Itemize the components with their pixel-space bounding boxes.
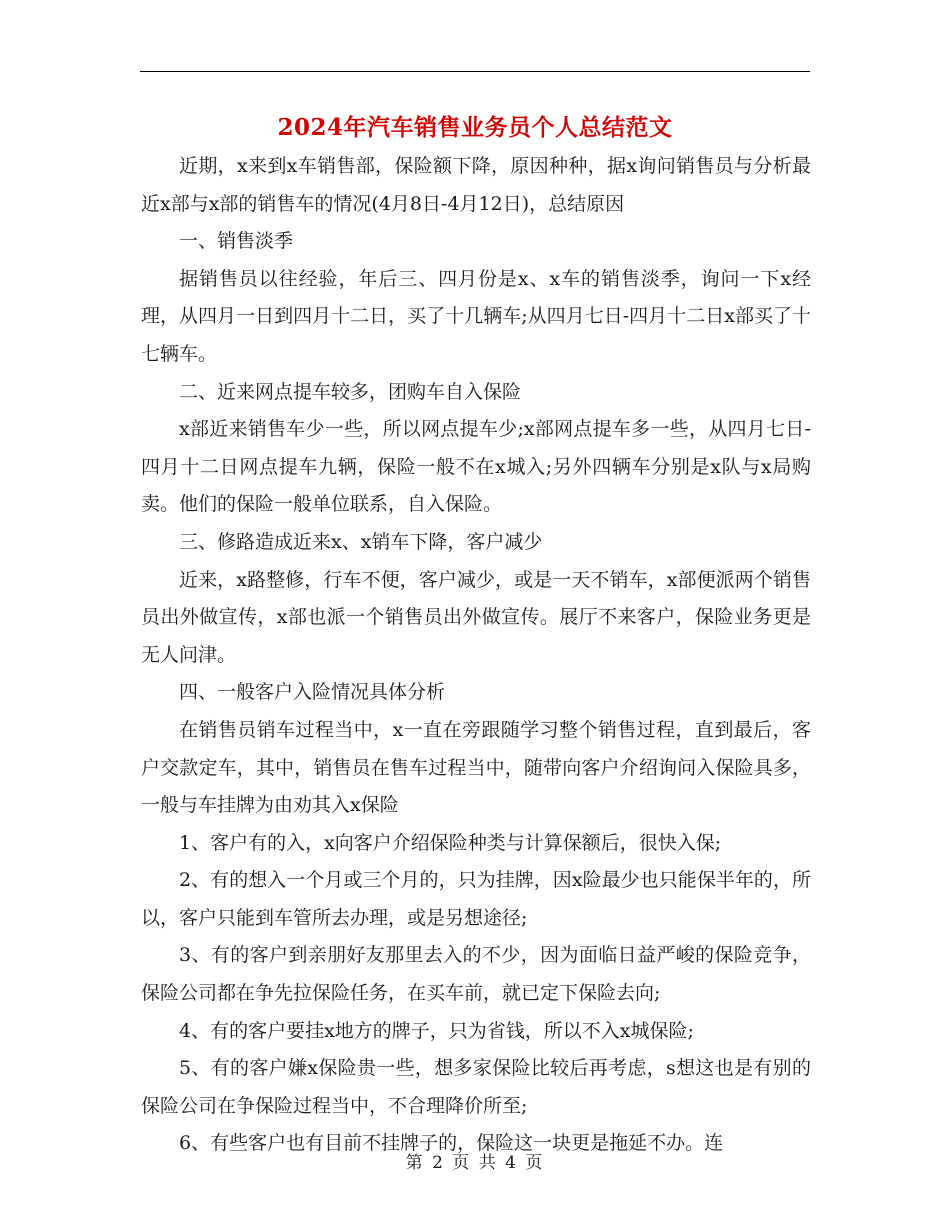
document-body [141,148,811,1163]
list-item-5: 5、有的客户嫌x保险贵一些，想多家保险比较后再考虑，s想这也是有别的保险公司在争保险过程当中，不合理降价所至; [141,1057,811,1117]
paragraph: 据销售员以往经验，年后三、四月份是x、x车的销售淡季，询问一下x经理，从四月一日到四月十二日，买了十几辆车;从四月七日-四月十二日x部买了十七辆车。 [141,267,811,365]
section-heading-1: 一、销售淡季 [179,230,294,253]
list-item-4: 4、有的客户要挂x地方的牌子，只为省钱，所以不入x城保险; [179,1019,694,1042]
paragraph: x部近来销售车少一些，所以网点提车少;x部网点提车多一些，从四月七日-四月十二日网点提车九辆，保险一般不在x城入;另外四辆车分别是x队与x局购卖。他们的保险一般单位联系，自入保险。 [141,418,811,516]
list-item-1: 1、客户有的入，x向客户介绍保险种类与计算保额后，很快入保; [179,831,722,854]
section-heading-4: 四、一般客户入险情况具体分析 [179,681,446,704]
section-heading-3: 三、修路造成近来x、x销车下降，客户减少 [179,530,543,553]
list-item-3: 3、有的客户到亲朋好友那里去入的不少，因为面临日益严峻的保险竞争，保险公司都在争先拉保险任务，在买车前，就已定下保险去向; [141,944,811,1005]
list-item-2: 2、有的想入一个月或三个月的，只为挂牌，因x险最少也只能保半年的，所以，客户只能到车管所去办理，或是另想途径; [141,869,811,929]
page-number-footer: 第 2 页 共 4 页 [405,1153,545,1173]
paragraph-intro: 近期，x来到x车销售部，保险额下降，原因种种，据x询问销售员与分析最近x部与x部的销售车的情况(4月8日-4月12日)，总结原因 [141,155,811,215]
paragraph: 近来，x路整修，行车不便，客户减少，或是一天不销车，x部便派两个销售员出外做宣传，x部也派一个销售员出外做宣传。展厅不来客户，保险业务更是无人问津。 [141,568,811,666]
list-item-6: 6、有些客户也有目前不挂牌子的，保险这一块更是拖延不办。连 [179,1132,724,1155]
section-heading-2: 二、近来网点提车较多，团购车自入保险 [179,380,522,403]
header-rule [140,71,810,72]
paragraph: 在销售员销车过程当中，x一直在旁跟随学习整个销售过程，直到最后，客户交款定车，其中，销售员在售车过程当中，随带向客户介绍询问入保险具多，一般与车挂牌为由劝其入x保险 [141,718,811,817]
document-title: 2024年汽车销售业务员个人总结范文 [277,114,673,141]
